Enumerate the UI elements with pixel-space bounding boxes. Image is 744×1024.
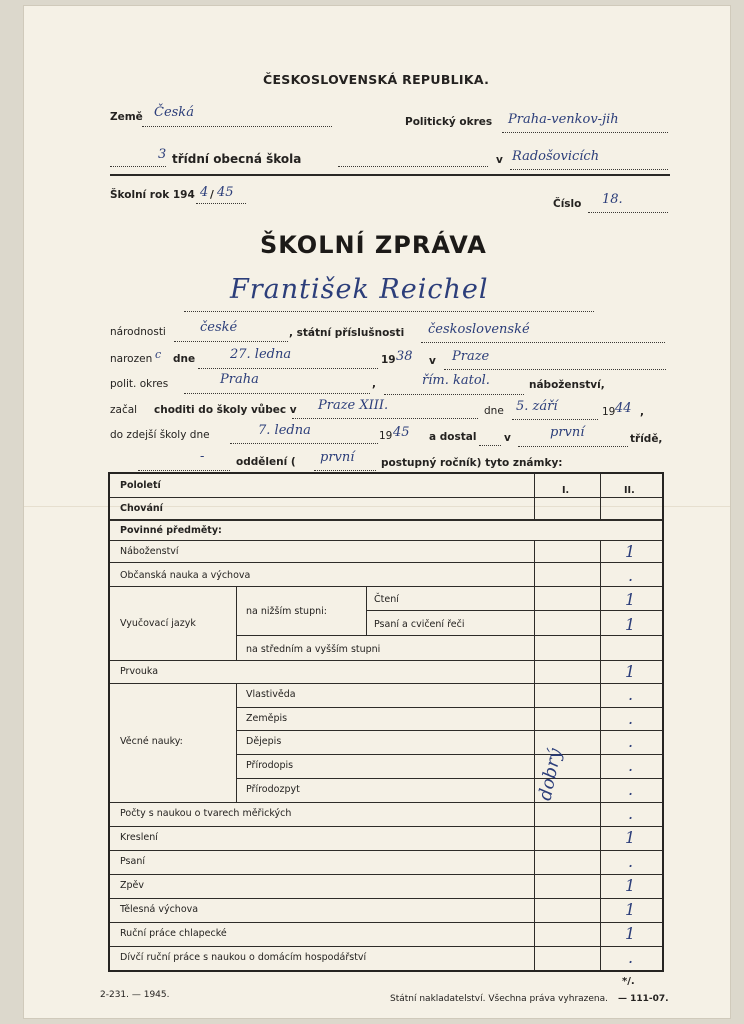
start-date-line [512, 419, 598, 420]
row-divider [110, 586, 662, 587]
school-v-label: v [496, 154, 503, 166]
grade-psani: . [628, 852, 634, 871]
subject-vlastiveda: Vlastivěda [246, 689, 296, 700]
semester-2-header: II. [624, 485, 635, 496]
republic-heading: ČESKOSLOVENSKÁ REPUBLIKA. [263, 72, 490, 87]
student-name: František Reichel [230, 274, 489, 305]
subject-vecne: Věcné nauky: [120, 736, 183, 747]
pololeti-label: Pololetí [120, 480, 161, 491]
grade-vlastiveda: . [628, 685, 634, 704]
tride-label: třídě, [630, 433, 663, 445]
grade-rucni: 1 [625, 924, 636, 943]
narodnosti-value: české [200, 320, 238, 335]
column-divider [366, 586, 367, 635]
narodnosti-label: národnosti [110, 326, 166, 338]
footer-publisher: Státní nakladatelství. Všechna práva vyhrazena. [390, 994, 609, 1004]
subject-nabozenstvi: Náboženství [120, 546, 179, 557]
column-divider [600, 474, 601, 519]
start-year-prefix: 19 [602, 406, 616, 418]
religion-line [384, 394, 524, 395]
subject-prirodozpyt: Přírodozpyt [246, 784, 300, 795]
dne2-label: dne [484, 405, 504, 417]
nabozenstvi-label: náboženství, [529, 379, 605, 391]
grade-zemepis: . [628, 709, 634, 728]
semester-1-header: I. [562, 485, 570, 496]
grade-prirodopis: . [628, 756, 634, 775]
zdejsi-line [230, 443, 378, 444]
birth-v-label: v [429, 355, 436, 367]
row-divider [110, 802, 662, 803]
rocnik-value: první [320, 450, 355, 465]
polit-label: polit. okres [110, 378, 169, 390]
zeme-value: Česká [154, 105, 194, 120]
religion-value: řím. katol. [422, 373, 490, 388]
chovani-label: Chování [120, 503, 163, 514]
grade-obcanska: . [628, 566, 634, 585]
subject-telesna: Tělesná výchova [120, 904, 199, 915]
class-v-label: v [504, 432, 511, 444]
okres-line [502, 132, 668, 133]
class-line [518, 446, 628, 447]
grade-dejepis: . [628, 732, 634, 751]
grade-nabozenstvi: 1 [625, 542, 636, 561]
prislusnosti-value: československé [428, 322, 530, 337]
row-divider [366, 610, 662, 611]
row-divider [110, 562, 662, 563]
subject-rucni: Ruční práce chlapecké [120, 928, 227, 939]
rok-sep: / [210, 189, 214, 201]
footer-mark: */. [622, 976, 635, 987]
prislusnosti-label: , státní příslušnosti [289, 327, 405, 339]
row-divider [110, 519, 662, 521]
grades-table [108, 472, 664, 972]
subject-pocty: Počty s naukou o tvarech měřických [120, 808, 292, 819]
grade-zpev: 1 [625, 876, 636, 895]
row-divider [236, 707, 662, 708]
subject-nizsi: na nižším stupni: [246, 606, 327, 617]
subject-zemepis: Zeměpis [246, 713, 288, 724]
rok-line [196, 203, 246, 204]
subject-psani-cviceni: Psaní a cvičení řeči [374, 619, 465, 630]
row-divider [110, 898, 662, 899]
birth-date-line [198, 368, 378, 369]
grade-prirodozpyt: . [628, 780, 634, 799]
row-divider [110, 874, 662, 875]
column-divider [534, 540, 535, 970]
grade-telesna: 1 [625, 900, 636, 919]
subject-obcanska: Občanská nauka a výchova [120, 570, 251, 581]
grade-divci: . [628, 948, 634, 967]
zacal-place-line [292, 418, 478, 419]
footer-code: 2-231. — 1945. [100, 990, 170, 1000]
school-place-line [510, 169, 668, 170]
dostal-line [479, 445, 501, 446]
zacal-place: Praze XIII. [318, 398, 389, 413]
document-title: ŠKOLNÍ ZPRÁVA [260, 231, 487, 259]
row-divider [110, 660, 662, 661]
column-divider [236, 683, 237, 802]
rok-year2: 45 [217, 185, 234, 200]
grade-kresleni: 1 [625, 828, 636, 847]
zdejsi-label: do zdejší školy dne [110, 429, 210, 441]
subject-zpev: Zpěv [120, 880, 145, 891]
school-place: Radošovicích [512, 149, 600, 164]
grade-cteni: 1 [625, 590, 636, 609]
okres-value: Praha-venkov-jih [508, 112, 619, 127]
row-divider [110, 946, 662, 947]
subject-cteni: Čtení [374, 594, 399, 605]
column-divider [600, 540, 601, 970]
birth-year-prefix: 19 [381, 354, 396, 366]
start-date: 5. září [516, 399, 558, 414]
polit-line [184, 393, 370, 394]
subject-prvouka: Prvouka [120, 666, 159, 677]
birth-place: Praze [452, 349, 490, 364]
name-line [184, 311, 594, 312]
zacal-label: začal [110, 404, 138, 416]
zacal-text: choditi do školy vůbec v [154, 404, 297, 416]
row-divider [110, 826, 662, 827]
footer-number: — 111-07. [618, 994, 669, 1004]
row-divider [236, 635, 662, 636]
zeme-line [142, 126, 332, 127]
cislo-line [588, 212, 668, 213]
birth-year: 38 [396, 349, 413, 364]
row-divider [236, 730, 662, 731]
school-type-line [338, 166, 488, 167]
class-value: první [550, 425, 585, 440]
grade-prvouka: 1 [625, 662, 636, 681]
start-year: 44 [615, 401, 632, 416]
row-divider [110, 922, 662, 923]
oddeleni-label: oddělení ( [236, 456, 296, 468]
subject-kresleni: Kreslení [120, 832, 158, 843]
oddeleni-dash: - [200, 449, 205, 464]
polit-value: Praha [220, 372, 259, 387]
row-divider [110, 683, 662, 684]
zdejsi-year: 45 [393, 425, 410, 440]
report-sheet [24, 6, 730, 1018]
grade-pocty: . [628, 804, 634, 823]
cislo-label: Číslo [553, 198, 582, 210]
povinne-label: Povinné předměty: [120, 525, 222, 536]
subject-prirodopis: Přírodopis [246, 760, 294, 771]
narozen-label: narozen [110, 353, 153, 365]
subject-divci: Dívčí ruční práce s naukou o domácím hospodářství [120, 952, 367, 963]
cislo-value: 18. [602, 192, 623, 207]
narozen-suffix: c [155, 348, 162, 361]
narodnosti-line [174, 341, 288, 342]
row-divider [110, 497, 662, 498]
overall-grade-sem1: dobrý [534, 746, 567, 803]
grade-psani-cviceni: 1 [625, 615, 636, 634]
rok-label: Školní rok 194 [110, 189, 195, 201]
subject-stredni: na středním a vyšším stupni [246, 644, 381, 655]
column-divider [534, 474, 535, 519]
start-comma: , [640, 406, 644, 418]
dne-label: dne [173, 353, 196, 365]
row-divider [236, 754, 662, 755]
polit-comma: , [372, 378, 376, 390]
classes-line [110, 166, 166, 167]
birth-date: 27. ledna [230, 347, 292, 362]
row-divider [236, 778, 662, 779]
rok-year1: 4 [200, 185, 209, 200]
row-divider [110, 540, 662, 541]
zdejsi-year-prefix: 19 [379, 430, 393, 442]
okres-label: Politický okres [405, 116, 493, 128]
subject-psani: Psaní [120, 856, 145, 867]
birth-place-line [444, 369, 666, 370]
zeme-label: Země [110, 111, 143, 123]
school-classes: 3 [158, 147, 167, 162]
oddeleni-line [138, 470, 230, 471]
column-divider [236, 586, 237, 660]
dostal-label: a dostal [429, 431, 477, 443]
row-divider [110, 850, 662, 851]
zdejsi-date: 7. ledna [258, 423, 311, 438]
rocnik-line [314, 470, 376, 471]
rocnik-label: postupný ročník) tyto známky: [381, 457, 563, 469]
school-type: třídní obecná škola [172, 152, 302, 166]
subject-dejepis: Dějepis [246, 736, 282, 747]
header-rule [110, 174, 670, 176]
subject-vyucovaci: Vyučovací jazyk [120, 618, 196, 629]
prislusnosti-line [421, 342, 665, 343]
